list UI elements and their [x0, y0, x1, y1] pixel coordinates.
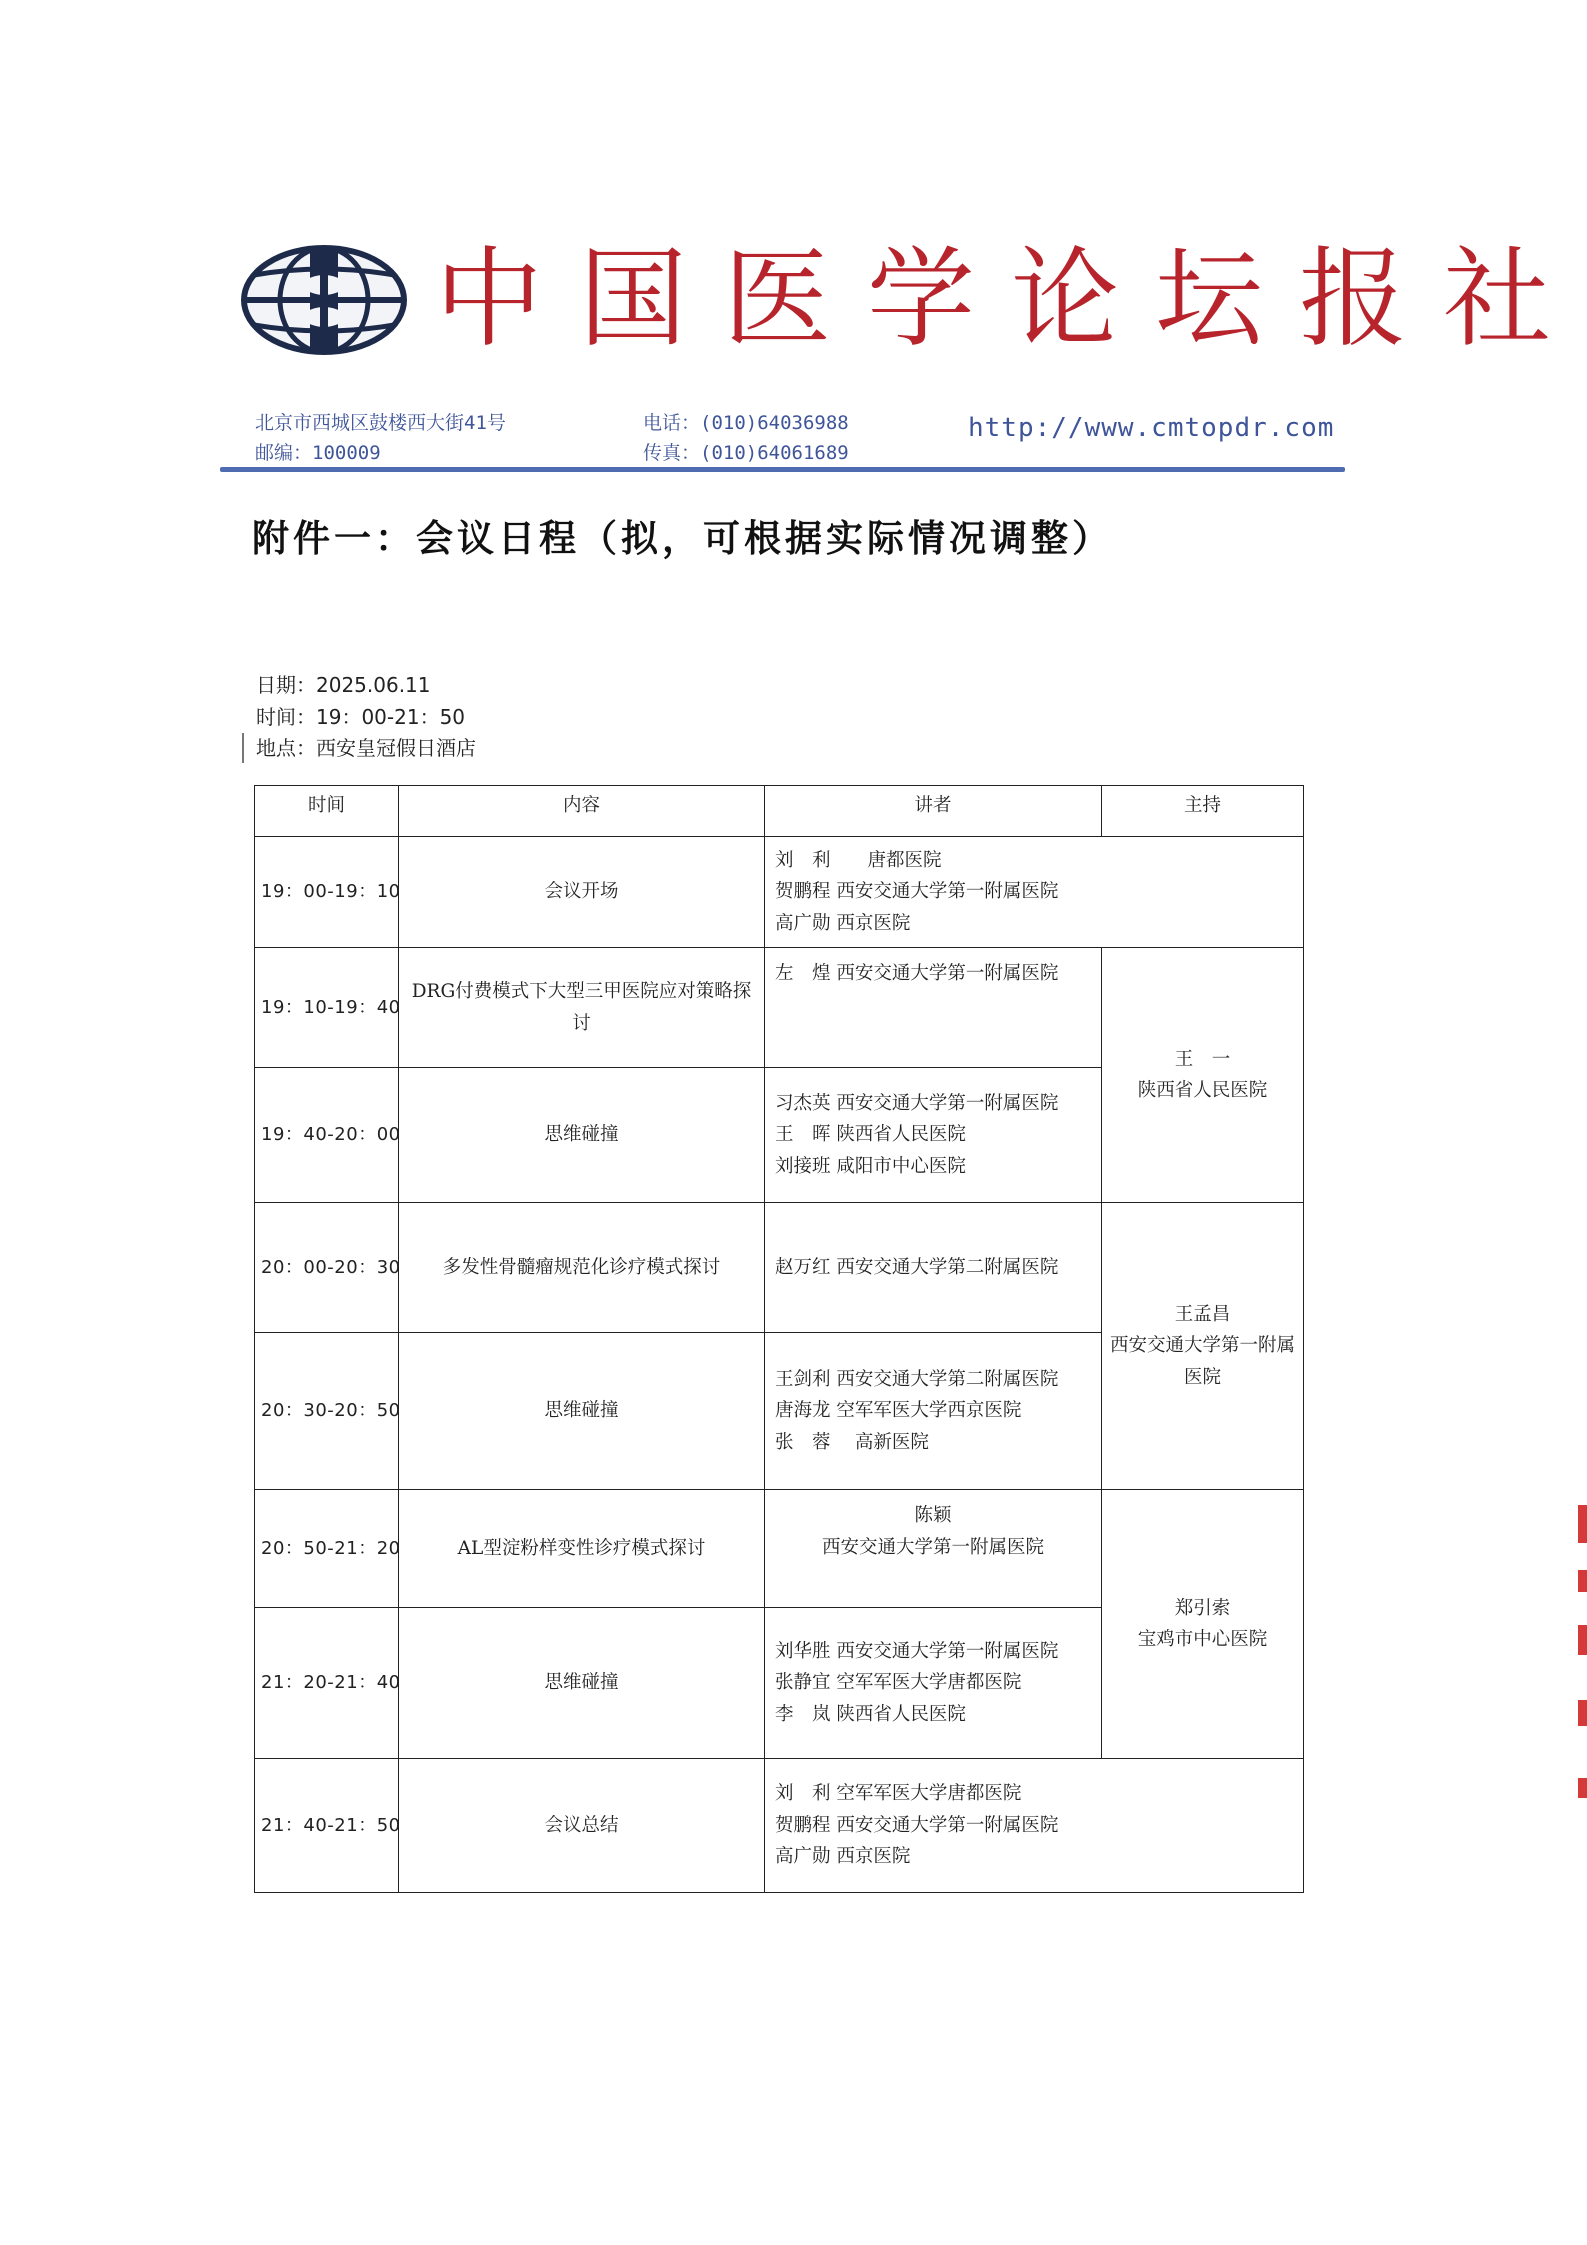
host-name: 王孟昌	[1174, 1303, 1231, 1325]
stamp-fragment	[1578, 1625, 1587, 1655]
stamp-fragment	[1578, 1778, 1587, 1798]
meeting-info	[256, 670, 476, 765]
speaker-line: 张静宜 空军军医大学唐都医院	[775, 1672, 1022, 1694]
host-cell	[1102, 1203, 1304, 1490]
time-cell: 19：40-20：00	[255, 1068, 399, 1203]
speaker-line: 左 煌 西安交通大学第一附属医院	[775, 963, 1059, 984]
speaker-line: 贺鹏程 西安交通大学第一附属医院	[775, 1814, 1059, 1836]
time-cell: 19：00-19：10	[255, 837, 399, 948]
speaker-line: 高广勋 西京医院	[775, 1846, 911, 1868]
speaker-line: 李 岚 陕西省人民医院	[775, 1703, 966, 1725]
table-header-row	[255, 786, 1304, 837]
speaker-line: 赵万红 西安交通大学第二附属医院	[775, 1256, 1059, 1278]
table-row	[255, 1203, 1304, 1333]
speaker-line: 刘 利 空军军医大学唐都医院	[775, 1783, 1022, 1805]
stamp-fragment	[1578, 1570, 1587, 1592]
time-cell: 20：50-21：20	[255, 1490, 399, 1608]
stamp-fragment	[1578, 1700, 1587, 1726]
content-cell: 会议开场	[399, 837, 765, 948]
speaker-line: 刘 利 唐都医院	[775, 849, 942, 871]
host-org: 宝鸡市中心医院	[1137, 1629, 1268, 1650]
table-row	[255, 837, 1304, 948]
content-cell: 会议总结	[399, 1759, 765, 1893]
speaker-cell	[765, 1759, 1304, 1893]
speaker-cell	[765, 1068, 1102, 1203]
contact-phone-block	[643, 408, 849, 468]
host-org: 西安交通大学第一附属医院	[1109, 1335, 1295, 1388]
header-speaker: 讲者	[765, 786, 1102, 837]
content-cell: DRG付费模式下大型三甲医院应对策略探讨	[399, 948, 765, 1068]
globe-logo-icon	[240, 245, 408, 355]
margin-mark	[242, 733, 244, 763]
fax-text: 传真：(010)64061689	[643, 442, 849, 464]
host-name: 郑引索	[1174, 1597, 1231, 1619]
speaker-line: 刘华胜 西安交通大学第一附属医院	[775, 1640, 1059, 1662]
speaker-line: 张 蓉 高新医院	[775, 1431, 929, 1453]
website-link[interactable]: http://www.cmtopdr.com	[968, 413, 1335, 443]
time-cell: 21：40-21：50	[255, 1759, 399, 1893]
header-time: 时间	[255, 786, 399, 837]
postcode-text: 邮编：100009	[255, 442, 381, 464]
header-host: 主持	[1102, 786, 1304, 837]
time-cell: 20：00-20：30	[255, 1203, 399, 1333]
content-cell: 思维碰撞	[399, 1068, 765, 1203]
content-cell: 多发性骨髓瘤规范化诊疗模式探讨	[399, 1203, 765, 1333]
time-cell: 21：20-21：40	[255, 1608, 399, 1759]
document-title: 附件一：会议日程（拟，可根据实际情况调整）	[252, 517, 1113, 560]
host-cell	[1102, 948, 1304, 1203]
time-cell: 19：10-19：40	[255, 948, 399, 1068]
speaker-cell	[765, 948, 1102, 1068]
contact-address-block	[255, 408, 506, 468]
speaker-line: 唐海龙 空军军医大学西京医院	[775, 1400, 1022, 1422]
table-row	[255, 1490, 1304, 1608]
host-cell	[1102, 1490, 1304, 1759]
letterhead-divider	[220, 467, 1345, 472]
time-cell: 20：30-20：50	[255, 1333, 399, 1490]
speaker-cell	[765, 1203, 1102, 1333]
meeting-location: 地点：西安皇冠假日酒店	[256, 736, 476, 760]
content-cell: 思维碰撞	[399, 1333, 765, 1490]
speaker-line: 高广勋 西京医院	[775, 912, 911, 934]
meeting-date: 日期：2025.06.11	[256, 673, 431, 697]
speaker-cell	[765, 1333, 1102, 1490]
speaker-cell	[765, 1608, 1102, 1759]
meeting-time: 时间：19：00-21：50	[256, 704, 466, 729]
speaker-line: 陈颖	[914, 1505, 952, 1526]
speaker-line: 王剑利 西安交通大学第二附属医院	[775, 1368, 1059, 1390]
host-name: 王 一	[1174, 1048, 1231, 1070]
organization-name: 中国医学论坛报社	[435, 237, 1587, 362]
header-content: 内容	[399, 786, 765, 837]
content-cell: AL型淀粉样变性诊疗模式探讨	[399, 1490, 765, 1608]
content-cell: 思维碰撞	[399, 1608, 765, 1759]
phone-text: 电话：(010)64036988	[643, 412, 849, 434]
speaker-line: 刘接班 咸阳市中心医院	[775, 1155, 966, 1177]
speaker-line: 习杰英 西安交通大学第一附属医院	[775, 1092, 1059, 1114]
table-row	[255, 1759, 1304, 1893]
address-text: 北京市西城区鼓楼西大街41号	[255, 412, 506, 434]
speaker-cell	[765, 837, 1304, 948]
stamp-fragment	[1578, 1505, 1587, 1543]
speaker-line: 贺鹏程 西安交通大学第一附属医院	[775, 881, 1059, 903]
speaker-line: 西安交通大学第一附属医院	[821, 1536, 1044, 1558]
host-org: 陕西省人民医院	[1137, 1080, 1268, 1101]
schedule-table	[254, 785, 1304, 1893]
table-row	[255, 948, 1304, 1068]
speaker-cell	[765, 1490, 1102, 1608]
speaker-line: 王 晖 陕西省人民医院	[775, 1124, 966, 1146]
